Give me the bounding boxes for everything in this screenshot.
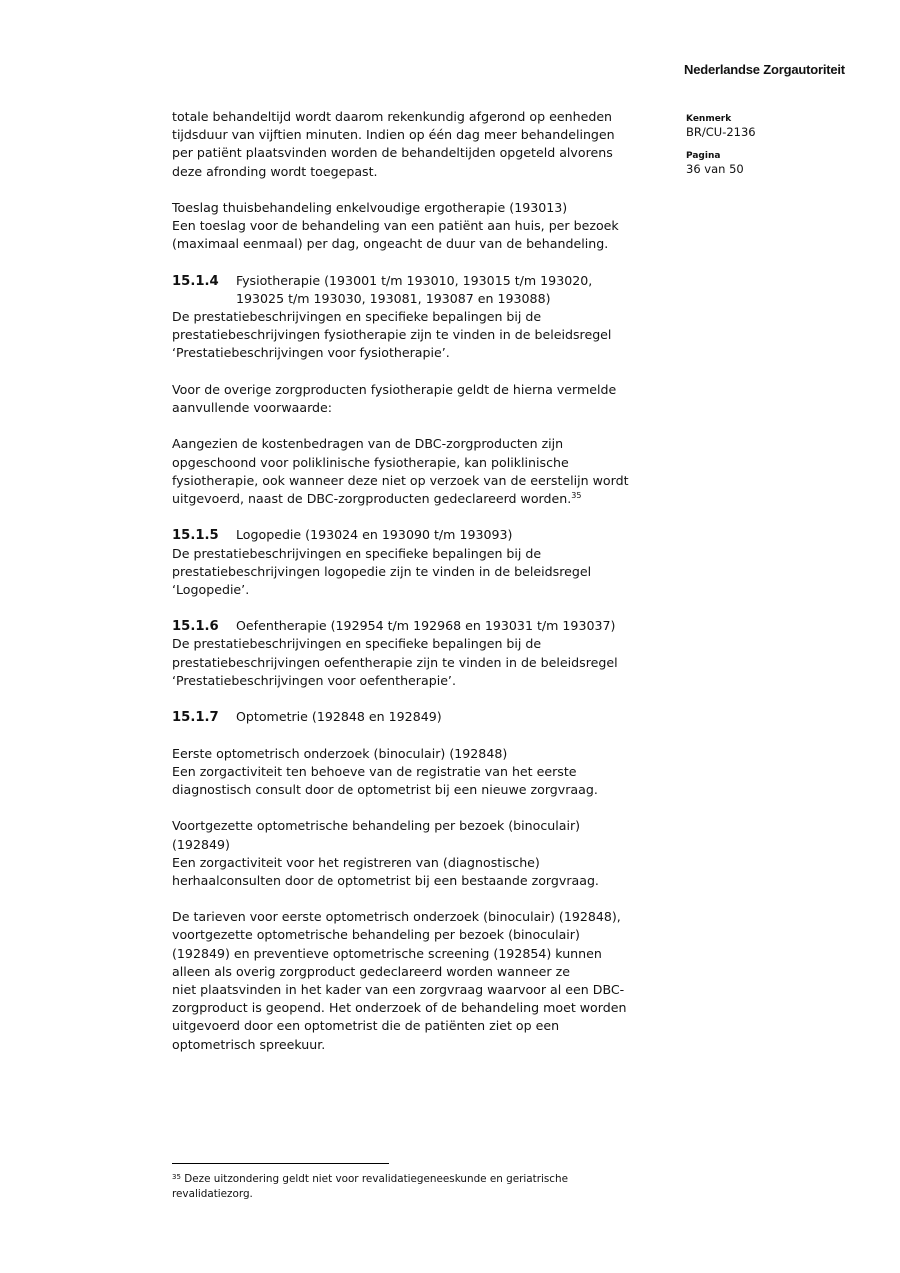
text-line: zorgproduct is geopend. Het onderzoek of de behandeling moet worden <box>172 1000 627 1016</box>
blank-line <box>172 363 692 381</box>
organization-name: Nederlandse Zorgautoriteit <box>684 62 845 77</box>
text-line: Voortgezette optometrische behandeling per bezoek (binoculair) <box>172 818 581 834</box>
text-line: Een zorgactiviteit ten behoeve van de registratie van het eerste <box>172 763 577 779</box>
section-title: Optometrie (192848 en 192849) <box>236 709 442 725</box>
footnote-divider <box>172 1163 389 1164</box>
text-line: totale behandeltijd wordt daarom rekenkundig afgerond op eenheden <box>172 109 613 124</box>
pagina-value: 36 van 50 <box>686 162 744 176</box>
section-heading-block <box>172 272 692 363</box>
text-line: opgeschoond voor poliklinische fysiotherapie, kan poliklinische <box>172 454 569 470</box>
paragraph <box>172 435 692 508</box>
text-line: Voor de overige zorgproducten fysiotherapie geldt de hierna vermelde <box>172 381 617 397</box>
paragraph <box>172 108 692 181</box>
section-title: Logopedie (193024 en 193090 t/m 193093) <box>236 527 513 543</box>
kenmerk-value: BR/CU-2136 <box>686 125 756 139</box>
section-heading-block <box>172 617 692 690</box>
section-title: Fysiotherapie (193001 t/m 193010, 193015 t/m 193020, <box>236 272 593 288</box>
section-heading-block <box>172 526 692 599</box>
text-line: diagnostisch consult door de optometrist bij een nieuwe zorgvraag. <box>172 781 598 797</box>
footnote <box>172 1172 568 1202</box>
text-line: prestatiebeschrijvingen oefentherapie zijn te vinden in de beleidsregel <box>172 654 618 670</box>
footnote-line <box>172 1172 568 1187</box>
heading-line <box>172 526 692 544</box>
heading-line <box>172 290 692 308</box>
kenmerk <box>686 114 756 140</box>
text-line: (192849) en preventieve optometrische screening (192854) kunnen <box>172 945 602 961</box>
document-body <box>172 108 692 1054</box>
section-heading-block <box>172 708 692 726</box>
footnote-number: 35 <box>172 1173 181 1181</box>
blank-line <box>172 254 692 272</box>
blank-line <box>172 890 692 908</box>
blank-line <box>172 508 692 526</box>
blank-line <box>172 417 692 435</box>
paragraph <box>172 381 692 417</box>
text-line: uitgevoerd, naast de DBC-zorgproducten gedeclareerd worden.$^{35}$ <box>172 490 582 506</box>
text-line: fysiotherapie, ook wanneer deze niet op verzoek van de eerstelijn wordt <box>172 472 629 488</box>
paragraph <box>172 908 692 1054</box>
text-line: ‘Prestatiebeschrijvingen voor oefentherapie’. <box>172 672 456 688</box>
paragraph <box>172 199 692 254</box>
blank-line <box>172 181 692 199</box>
pagina <box>686 151 744 177</box>
text-line: per patiënt plaatsvinden worden de behandeltijden opgeteld alvorens <box>172 145 613 161</box>
text-line: voortgezette optometrische behandeling per bezoek (binoculair) <box>172 927 580 943</box>
text-line: niet plaatsvinden in het kader van een zorgvraag waarvoor al een DBC- <box>172 982 625 997</box>
paragraph <box>172 817 692 890</box>
text-line: Een toeslag voor de behandeling van een patiënt aan huis, per bezoek <box>172 218 619 234</box>
paragraph <box>172 745 692 800</box>
text-line: Eerste optometrisch onderzoek (binoculair) (192848) <box>172 745 508 761</box>
blank-line <box>172 690 692 708</box>
text-line: prestatiebeschrijvingen logopedie zijn te vinden in de beleidsregel <box>172 563 592 579</box>
footnote-reference: 35 <box>571 490 582 500</box>
section-number: 15.1.7 <box>172 710 219 726</box>
pagina-label: Pagina <box>686 151 721 161</box>
text-line: deze afronding wordt toegepast. <box>172 163 378 179</box>
text-line: uitgevoerd door een optometrist die de patiënten ziet op een <box>172 1018 560 1034</box>
text-line: De prestatiebeschrijvingen en specifieke bepalingen bij de <box>172 636 542 652</box>
text-line: De prestatiebeschrijvingen en specifieke bepalingen bij de <box>172 309 542 325</box>
text-line: herhaalconsulten door de optometrist bij een bestaande zorgvraag. <box>172 872 599 888</box>
heading-line <box>172 272 692 290</box>
text-line: De tarieven voor eerste optometrisch onderzoek (binoculair) (192848), <box>172 909 621 925</box>
text-line: alleen als overig zorgproduct gedeclareerd worden wanneer ze <box>172 963 570 979</box>
section-title: Oefentherapie (192954 t/m 192968 en 193031 t/m 193037) <box>236 618 616 634</box>
heading-line <box>172 617 692 635</box>
text-line: (maximaal eenmaal) per dag, ongeacht de duur van de behandeling. <box>172 236 609 252</box>
kenmerk-label: Kenmerk <box>686 114 732 124</box>
text-line: aanvullende voorwaarde: <box>172 400 333 415</box>
text-line: Toeslag thuisbehandeling enkelvoudige ergotherapie (193013) <box>172 199 568 215</box>
text-line: ‘Prestatiebeschrijvingen voor fysiotherapie’. <box>172 345 450 361</box>
section-title: 193025 t/m 193030, 193081, 193087 en 193088) <box>236 290 551 306</box>
text-line: tijdsduur van vijftien minuten. Indien op één dag meer behandelingen <box>172 127 615 143</box>
text-line: (192849) <box>172 836 230 852</box>
text-line: ‘Logopedie’. <box>172 581 250 597</box>
text-line: De prestatiebeschrijvingen en specifieke bepalingen bij de <box>172 545 542 561</box>
section-number: 15.1.6 <box>172 619 219 635</box>
heading-line <box>172 708 692 726</box>
blank-line <box>172 726 692 744</box>
section-number: 15.1.5 <box>172 528 219 544</box>
footnote-text: revalidatiezorg. <box>172 1188 253 1200</box>
text-line: Een zorgactiviteit voor het registreren van (diagnostische) <box>172 854 540 870</box>
blank-line <box>172 799 692 817</box>
footnote-line <box>172 1187 568 1202</box>
section-number: 15.1.4 <box>172 273 219 289</box>
text-line: Aangezien de kostenbedragen van de DBC-zorgproducten zijn <box>172 436 564 452</box>
text-line: optometrisch spreekuur. <box>172 1036 326 1052</box>
blank-line <box>172 599 692 617</box>
text-line: prestatiebeschrijvingen fysiotherapie zijn te vinden in de beleidsregel <box>172 327 612 343</box>
footnote-text: Deze uitzondering geldt niet voor revalidatiegeneeskunde en geriatrische <box>184 1173 568 1185</box>
